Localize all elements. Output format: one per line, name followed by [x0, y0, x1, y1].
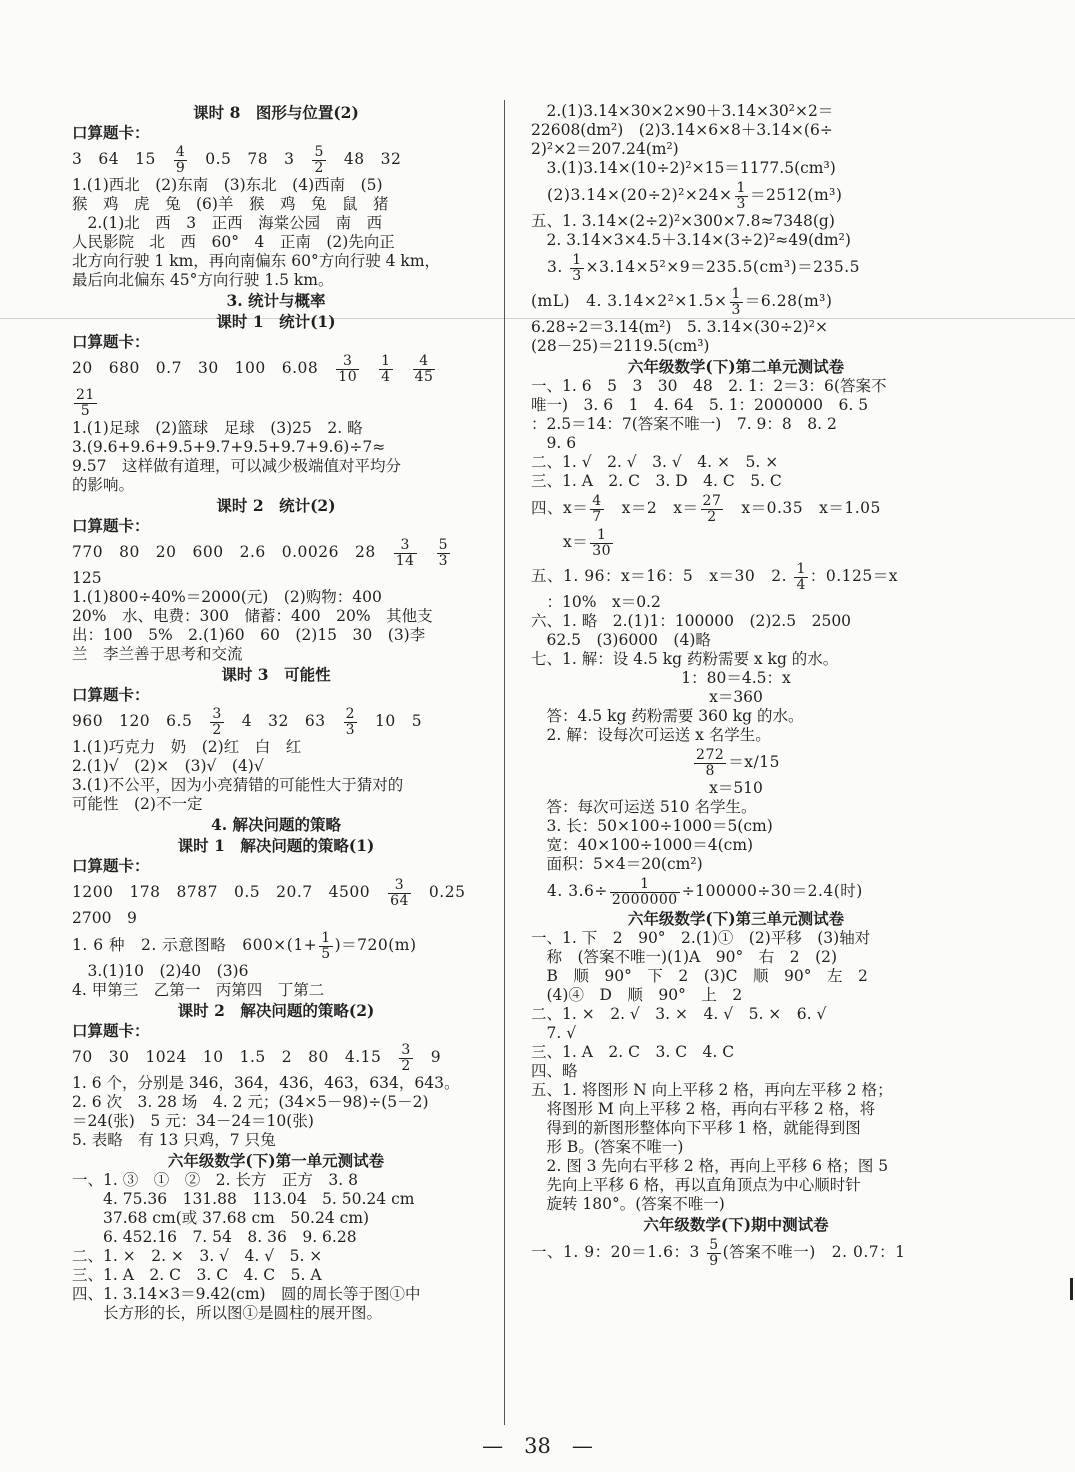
answer-line: 20% 水、电费：300 储蓄：400 20% 其他支 — [72, 607, 433, 625]
answer-line: 出：100 5% 2.(1)60 60 (2)15 30 (3)李 — [72, 626, 426, 644]
answer-line: 人民影院 北 西 60° 4 正南 (2)先向正 — [72, 233, 395, 251]
answer-line: 二、1. √ 2. √ 3. √ 4. × 5. × — [531, 453, 779, 471]
answer-line: 2.(1)√ (2)× (3)√ (4)√ — [72, 757, 264, 775]
answer-line: x＝ $\frac{1}{30}$ — [531, 526, 612, 559]
answer-line: 3. $\frac{1}{3}$ ×3.14×5²×9＝235.5(cm³)＝235.5 — [531, 251, 860, 284]
answer-line: 1. 6 种 2. 示意图略 600×(1+ $\frac{1}{5}$ )＝720(m) — [72, 929, 417, 962]
answer-line: 1200 178 8787 0.5 20.7 4500 $\frac{3}{64}$ 0.25 — [72, 876, 466, 909]
fraction: $\frac{3}{10}$ — [338, 352, 358, 385]
fraction: $\frac{5}{2}$ — [314, 143, 324, 176]
answer-line: 1.(1)西北 (2)东南 (3)东北 (4)西南 (5) — [72, 176, 383, 194]
answer-line: B 顺 90° 下 2 (3)C 顺 90° 左 2 — [531, 967, 868, 985]
answer-line: 7. √ — [531, 1024, 577, 1042]
answer-line: 62.5 (3)6000 (4)略 — [531, 631, 711, 649]
answer-line: 5. 表略 有 13 只鸡，7 只兔 — [72, 1131, 276, 1149]
answer-line: 2. 6 次 3. 28 场 4. 2 元；(34×5－98)÷(5－2) — [72, 1093, 429, 1111]
fraction: $\frac{1}{5}$ — [321, 929, 331, 962]
section-title: 六年级数学(下)第一单元测试卷 — [167, 1151, 385, 1170]
oral-card-label: 口算题卡： — [72, 1021, 150, 1040]
answer-line: 旋转 180°。(答案不唯一) — [531, 1195, 725, 1213]
answer-line: 五、1. 3.14×(2÷2)²×300×7.8≈7348(g) — [531, 212, 835, 230]
answer-line: 1.(1)足球 (2)篮球 足球 (3)25 2. 略 — [72, 419, 363, 437]
answer-line: (28－25)＝2119.5(cm³) — [531, 337, 710, 355]
answer-line: 6. 452.16 7. 54 8. 36 9. 6.28 — [72, 1228, 357, 1246]
section-title: 六年级数学(下)期中测试卷 — [643, 1215, 829, 1234]
answer-line: 2)²×2＝207.24(m²) — [531, 140, 679, 158]
answer-line: (2)3.14×(20÷2)²×24× $\frac{1}{3}$ ＝2512(m³) — [531, 179, 843, 212]
answer-line: 一、1. 下 2 90° 2.(1)① (2)平移 (3)轴对 — [531, 929, 871, 947]
fraction: $\frac{3}{2}$ — [401, 1041, 411, 1074]
answer-line: 2. 解：设每次可运送 x 名学生。 — [531, 726, 771, 744]
answer-line: x＝360 — [709, 688, 763, 706]
oral-card-label: 口算题卡： — [72, 123, 150, 142]
answer-line: 二、1. × 2. × 3. √ 4. √ 5. × — [72, 1247, 323, 1265]
fraction: $\frac{4}{45}$ — [414, 352, 434, 385]
answer-line: 五、1. 将图形 N 向上平移 2 格，再向左平移 2 格； — [531, 1081, 893, 1099]
answer-line: 答：每次可运送 510 名学生。 — [531, 798, 757, 816]
answer-line: 2. 图 3 先向右平移 2 格，再向上平移 6 格；图 5 — [531, 1157, 889, 1175]
answer-line: 20 680 0.7 30 100 6.08 $\frac{3}{10}$ $\frac{1}{4}$ $\frac{4}{45}$ $\frac{21}{5}$ — [72, 352, 434, 419]
answer-line: 唯一) 3. 6 1 4. 64 5. 1：2000000 6. 5 — [531, 396, 869, 414]
answer-line: 2.(1)3.14×30×2×90＋3.14×30²×2＝ — [531, 102, 834, 120]
answer-line: 一、1. 9：20＝1.6：3 $\frac{5}{9}$ (答案不唯一) 2. 0.7：1 — [531, 1236, 906, 1269]
answer-line: 长方形的长，所以图①是圆柱的展开图。 — [72, 1304, 383, 1322]
answer-line: 2700 9 — [72, 909, 137, 927]
answer-line: (4)④ D 顺 90° 上 2 — [531, 986, 743, 1004]
answer-line: 北方向行驶 1 km，再向南偏东 60°方向行驶 4 km， — [72, 252, 441, 270]
fraction: $\frac{1}{30}$ — [592, 526, 612, 559]
answer-line: 四、略 — [531, 1062, 578, 1080]
answer-line: (mL) 4. 3.14×2²×1.5× $\frac{1}{3}$ ＝6.28(m³) — [531, 285, 833, 318]
answer-line: 称 (答案不唯一)(1)A 90° 右 2 (2) — [531, 948, 838, 966]
answer-line: 2. 3.14×3×4.5＋3.14×(3÷2)²≈49(dm²) — [531, 231, 851, 249]
section-title: 课时 2 统计(2) — [216, 496, 336, 515]
answer-line: 4. 甲第三 乙第一 丙第四 丁第二 — [72, 981, 325, 999]
fraction: $\frac{1}{3}$ — [736, 179, 746, 212]
section-title: 课时 1 解决问题的策略(1) — [177, 836, 375, 855]
answer-line: 最后向北偏东 45°方向行驶 1.5 km。 — [72, 271, 334, 289]
fraction: $\frac{1}{3}$ — [731, 285, 741, 318]
answer-line: 3.(1)不公平，因为小亮猜错的可能性大于猜对的 — [72, 776, 404, 794]
answer-line: 125 — [72, 569, 102, 587]
oral-card-label: 口算题卡： — [72, 685, 150, 704]
section-title: 4. 解决问题的策略 — [210, 815, 342, 834]
answer-line: ＝24(张) 5 元：34－24＝10(张) — [72, 1112, 314, 1130]
section-title: 六年级数学(下)第三单元测试卷 — [627, 909, 845, 928]
column-divider — [504, 100, 505, 1425]
answer-line: 960 120 6.5 $\frac{3}{2}$ 4 32 63 $\frac{2}{3}$ 10 5 — [72, 705, 423, 738]
fraction: $\frac{5}{3}$ — [438, 536, 448, 569]
answer-line: 答：4.5 kg 药粉需要 360 kg 的水。 — [531, 707, 804, 725]
section-title: 课时 1 统计(1) — [216, 312, 336, 331]
answer-line: 3 64 15 $\frac{4}{9}$ 0.5 78 3 $\frac{5}{2}$ 48 32 — [72, 143, 402, 176]
answer-line: 五、1. 96：x＝16：5 x＝30 2. $\frac{1}{4}$ ：0.125＝x — [531, 560, 898, 593]
answer-line: 四、1. 3.14×3＝9.42(cm) 圆的周长等于图①中 — [72, 1285, 421, 1303]
answer-line: 1：80＝4.5：x — [681, 669, 791, 687]
answer-line: 1.(1)800÷40%＝2000(元) (2)购物：400 — [72, 588, 382, 606]
answer-line: 6.28÷2＝3.14(m²) 5. 3.14×(30÷2)²× — [531, 318, 828, 336]
fraction: $\frac{5}{9}$ — [709, 1236, 719, 1269]
answer-line: $\frac{272}{8}$ ＝x/15 — [696, 746, 780, 779]
answer-line: 七、1. 解：设 4.5 kg 药粉需要 x kg 的水。 — [531, 650, 839, 668]
answer-line: 面积：5×4＝20(cm²) — [531, 855, 703, 873]
answer-line: 3.(1)10 (2)40 (3)6 — [72, 962, 249, 980]
page-number-value: 38 — [524, 1434, 551, 1458]
edge-mark — [1070, 1278, 1073, 1300]
fraction: $\frac{1}{4}$ — [796, 560, 806, 593]
oral-card-label: 口算题卡： — [72, 856, 150, 875]
left-column — [72, 102, 480, 1323]
answer-line: 四、x＝ $\frac{4}{7}$ x＝2 x＝ $\frac{27}{2}$ x＝0.35 x＝1.05 — [531, 492, 881, 525]
section-title: 课时 3 可能性 — [221, 665, 331, 684]
answer-line: 二、1. × 2. √ 3. × 4. √ 5. × 6. √ — [531, 1005, 827, 1023]
answer-line: 得到的新图形整体向下平移 1 格，就能得到图 — [531, 1119, 861, 1137]
answer-line: 宽：40×100÷1000＝4(cm) — [531, 836, 754, 854]
fraction: $\frac{3}{64}$ — [390, 876, 409, 909]
answer-line: 4. 3.6÷ $\frac{1}{2000000}$ ÷100000÷30＝2.4(时) — [531, 875, 863, 908]
answer-line: 可能性 (2)不一定 — [72, 795, 203, 813]
answer-line: 70 30 1024 10 1.5 2 80 4.15 $\frac{3}{2}$ 9 — [72, 1041, 442, 1074]
answer-line: 4. 75.36 131.88 113.04 5. 50.24 cm — [72, 1190, 415, 1208]
answer-line: 的影响。 — [72, 476, 135, 494]
fraction: $\frac{2}{3}$ — [345, 705, 355, 738]
answer-line: ：10% x＝0.2 — [531, 593, 661, 611]
fraction: $\frac{4}{7}$ — [592, 492, 602, 525]
section-title: 3. 统计与概率 — [226, 291, 326, 310]
fraction: $\frac{1}{2000000}$ — [611, 875, 678, 908]
answer-line: 3. 长：50×100÷1000＝5(cm) — [531, 817, 773, 835]
answer-line: 1. 6 个，分别是 346，364，436，463，634，643。 — [72, 1074, 460, 1092]
answer-line: 三、1. A 2. C 3. C 4. C — [531, 1043, 735, 1061]
page-number: — 38 — — [482, 1434, 593, 1458]
fraction: $\frac{3}{2}$ — [212, 705, 222, 738]
answer-line: 1.(1)巧克力 奶 (2)红 白 红 — [72, 738, 302, 756]
answer-line: 一、1. 6 5 3 30 48 2. 1：2＝3：6(答案不 — [531, 377, 887, 395]
answer-line: 三、1. A 2. C 3. C 4. C 5. A — [72, 1266, 322, 1284]
answer-line: ：2.5＝14：7(答案不唯一) 7. 9：8 8. 2 — [531, 415, 837, 433]
fraction: $\frac{21}{5}$ — [76, 386, 95, 419]
fraction: $\frac{27}{2}$ — [702, 492, 722, 525]
answer-line: 兰 李兰善于思考和交流 — [72, 645, 243, 663]
answer-line: 先向上平移 6 格，再以直角顶点为中心顺时针 — [531, 1176, 861, 1194]
fraction: $\frac{1}{4}$ — [381, 352, 391, 385]
oral-card-label: 口算题卡： — [72, 332, 150, 351]
answer-line: 三、1. A 2. C 3. D 4. C 5. C — [531, 472, 782, 490]
fraction: $\frac{4}{9}$ — [175, 143, 186, 176]
fraction: $\frac{3}{14}$ — [395, 536, 415, 569]
answer-line: 770 80 20 600 2.6 0.0026 28 $\frac{3}{14}$ $\frac{5}{3}$ — [72, 536, 448, 569]
answer-line: 22608(dm²) (2)3.14×6×8＋3.14×(6÷ — [531, 121, 833, 139]
fraction: $\frac{1}{3}$ — [572, 251, 582, 284]
answer-line: 六、1. 略 2.(1)1：100000 (2)2.5 2500 — [531, 612, 852, 630]
answer-line: 猴 鸡 虎 兔 (6)羊 猴 鸡 兔 鼠 猪 — [72, 195, 389, 213]
answer-line: x＝510 — [709, 779, 763, 797]
fraction: $\frac{272}{8}$ — [696, 746, 725, 779]
right-column — [531, 102, 941, 1269]
section-title: 课时 2 解决问题的策略(2) — [177, 1001, 375, 1020]
answer-line: 3.(1)3.14×(10÷2)²×15＝1177.5(cm³) — [531, 159, 836, 177]
answer-line: 37.68 cm(或 37.68 cm 50.24 cm) — [72, 1209, 370, 1227]
answer-line: 一、1. ③ ① ② 2. 长方 正方 3. 8 — [72, 1171, 359, 1189]
answer-line: 9.57 这样做有道理，可以减少极端值对平均分 — [72, 457, 402, 475]
answer-line: 9. 6 — [531, 434, 577, 452]
answer-line: 将图形 M 向上平移 2 格，再向右平移 2 格，将 — [531, 1100, 876, 1118]
section-title: 六年级数学(下)第二单元测试卷 — [627, 357, 845, 376]
oral-card-label: 口算题卡： — [72, 516, 150, 535]
answer-line: 3.(9.6+9.6+9.5+9.7+9.5+9.7+9.6)÷7≈ — [72, 438, 386, 456]
answer-line: 2.(1)北 西 3 正西 海棠公园 南 西 — [72, 214, 383, 232]
section-title: 课时 8 图形与位置(2) — [193, 103, 359, 122]
answer-line: 形 B。(答案不唯一) — [531, 1138, 684, 1156]
